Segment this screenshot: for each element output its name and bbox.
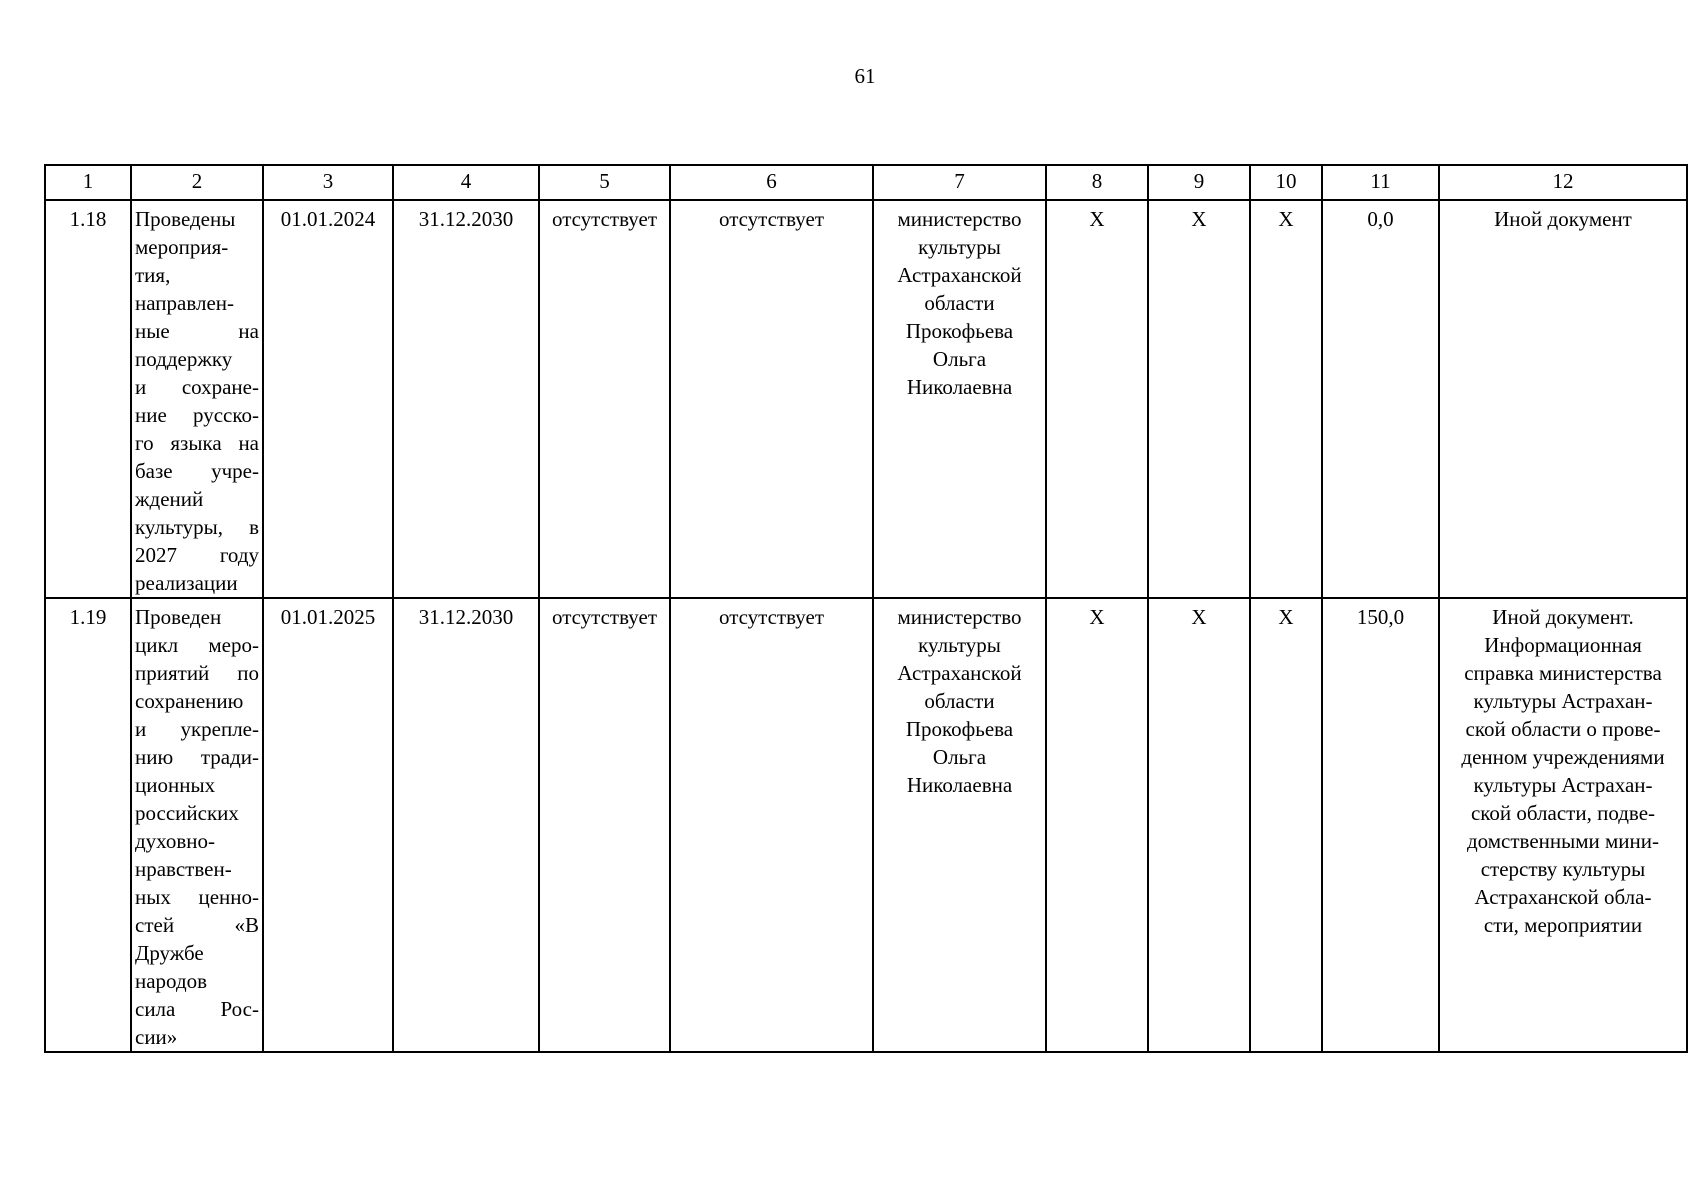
text-line: и сохране-: [135, 375, 259, 399]
column-5-value: отсутствует: [539, 598, 670, 1052]
column-8-value: X: [1046, 598, 1148, 1052]
measure-name: [131, 200, 263, 598]
text-line: приятий по: [135, 661, 259, 685]
text-line: ской области о прове-: [1465, 717, 1661, 741]
text-line: Иной документ.: [1492, 605, 1634, 629]
responsible: [873, 200, 1046, 598]
table-row: [45, 598, 1687, 1052]
responsible: [873, 598, 1046, 1052]
column-9-value: X: [1148, 598, 1250, 1052]
text-line: и укрепле-: [135, 717, 259, 741]
text-line: Ольга: [932, 745, 987, 769]
end-date: 31.12.2030: [393, 200, 539, 598]
text-line: поддержку: [135, 347, 233, 371]
text-line: Информационная: [1484, 633, 1642, 657]
text-line: культуры: [918, 235, 1001, 259]
table-row: [45, 200, 1687, 598]
text-line: нию тради-: [135, 745, 259, 769]
text-line: го языка на: [135, 431, 259, 455]
end-date: 31.12.2030: [393, 598, 539, 1052]
text-line: ждений: [135, 487, 204, 511]
column-header: 3: [263, 165, 393, 200]
column-header: 5: [539, 165, 670, 200]
text-line: тия,: [135, 263, 171, 287]
column-10-value: X: [1250, 200, 1322, 598]
document-type: [1439, 598, 1687, 1052]
amount: 150,0: [1322, 598, 1439, 1052]
column-header: 9: [1148, 165, 1250, 200]
text-line: области: [924, 291, 995, 315]
column-header: 11: [1322, 165, 1439, 200]
text-line: министерство: [897, 605, 1022, 629]
column-number-row: [45, 165, 1687, 200]
text-line: стерству культуры: [1480, 857, 1646, 881]
column-8-value: X: [1046, 200, 1148, 598]
text-line: Проведены: [135, 207, 236, 231]
text-line: сила Рос-: [135, 997, 259, 1021]
text-line: Ольга: [932, 347, 987, 371]
column-header: 10: [1250, 165, 1322, 200]
text-line: культуры, в: [135, 515, 259, 539]
column-header: 8: [1046, 165, 1148, 200]
text-line: российских: [135, 801, 239, 825]
text-line: ской области, подве-: [1470, 801, 1656, 825]
text-line: Николаевна: [906, 773, 1013, 797]
text-line: Астраханской: [897, 661, 1022, 685]
column-5-value: отсутствует: [539, 200, 670, 598]
column-6-value: отсутствует: [670, 598, 873, 1052]
text-line: базе учре-: [135, 459, 259, 483]
measures-table: [44, 164, 1688, 1053]
text-line: 2027 году: [135, 543, 259, 567]
column-header: 2: [131, 165, 263, 200]
text-line: мероприя-: [135, 235, 229, 259]
amount: 0,0: [1322, 200, 1439, 598]
text-line: области: [924, 689, 995, 713]
text-line: культуры Астрахан-: [1473, 773, 1653, 797]
document-type: [1439, 200, 1687, 598]
column-6-value: отсутствует: [670, 200, 873, 598]
text-line: Иной документ: [1494, 207, 1632, 231]
text-line: денном учреждениями: [1461, 745, 1665, 769]
column-10-value: X: [1250, 598, 1322, 1052]
text-line: Проведен: [135, 605, 222, 629]
text-line: справка министерства: [1464, 661, 1662, 685]
start-date: 01.01.2024: [263, 200, 393, 598]
measure-name: [131, 598, 263, 1052]
text-line: культуры: [918, 633, 1001, 657]
row-number: 1.18: [45, 200, 131, 598]
column-header: 1: [45, 165, 131, 200]
row-number: 1.19: [45, 598, 131, 1052]
text-line: домственными мини-: [1466, 829, 1660, 853]
column-header: 7: [873, 165, 1046, 200]
text-line: нравствен-: [135, 857, 232, 881]
text-line: духовно-: [135, 829, 216, 853]
text-line: сии»: [135, 1025, 178, 1049]
text-line: реализации: [135, 571, 238, 595]
text-line: ционных: [135, 773, 216, 797]
text-line: Николаевна: [906, 375, 1013, 399]
text-line: Астраханской обла-: [1474, 885, 1652, 909]
text-line: стей «В: [135, 913, 259, 937]
text-line: ные на: [135, 319, 259, 343]
text-line: министерство: [897, 207, 1022, 231]
start-date: 01.01.2025: [263, 598, 393, 1052]
column-header: 12: [1439, 165, 1687, 200]
column-header: 6: [670, 165, 873, 200]
text-line: народов: [135, 969, 208, 993]
text-line: ние русско-: [135, 403, 259, 427]
text-line: Прокофьева: [905, 319, 1014, 343]
text-line: ных ценно-: [135, 885, 259, 909]
text-line: сти, мероприятии: [1483, 913, 1643, 937]
text-line: сохранению: [135, 689, 244, 713]
text-line: Дружбе: [135, 941, 204, 965]
text-line: культуры Астрахан-: [1473, 689, 1653, 713]
text-line: направлен-: [135, 291, 235, 315]
text-line: Прокофьева: [905, 717, 1014, 741]
text-line: Астраханской: [897, 263, 1022, 287]
text-line: цикл меро-: [135, 633, 259, 657]
page-number: 61: [854, 64, 876, 88]
column-9-value: X: [1148, 200, 1250, 598]
column-header: 4: [393, 165, 539, 200]
